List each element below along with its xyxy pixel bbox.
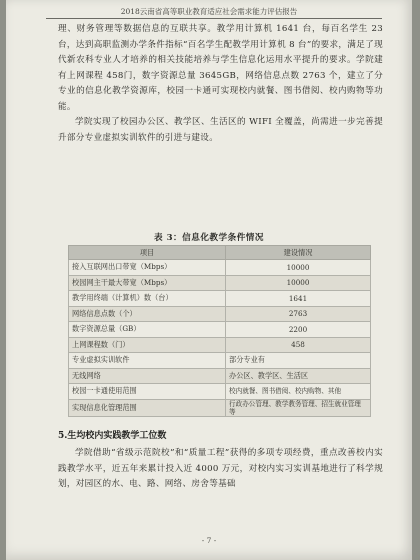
table-row <box>69 353 371 369</box>
table-header-row <box>69 246 371 260</box>
table-cell: 接入互联网出口带宽（Mbps） <box>69 260 226 276</box>
table-cell: 行政办公管理、教学教务管理、招生就业管理等 <box>226 399 371 416</box>
table-cell: 部分专业有 <box>226 353 371 369</box>
table-cell: 网络信息点数（个） <box>69 306 226 322</box>
table-row <box>69 260 371 276</box>
column-header: 项目 <box>69 246 226 260</box>
paragraph: 理、财务管理等数据信息的互联共享。教学用计算机 1641 台，每百名学生 23 台，达到高职监测办学条件指标“百名学生配教学用计算机 8 台”的要求，满足了现代新农科专业人才培养的相关技能培养与学生信息化运用水平提升的要求。学院建有上网课程 458门，数字资源总量 3645GB，网络信息点数 2763 个，建立了分专业的信息化教学资源库，校园一卡通可实现校内就餐、图书借阅、校内购物等功能。 <box>58 24 383 112</box>
table-row <box>69 399 371 416</box>
table-row <box>69 291 371 307</box>
table-caption: 表 3：信息化教学条件情况 <box>153 233 264 243</box>
table-cell: 2200 <box>226 322 371 338</box>
table-cell: 上网课程数（门） <box>69 337 226 353</box>
table-cell: 专业虚拟实训软件 <box>69 353 226 369</box>
table-row <box>69 337 371 353</box>
column-header: 建设情况 <box>226 246 371 260</box>
table-cell: 1641 <box>226 291 371 307</box>
table-cell: 校园一卡通使用范围 <box>69 384 226 400</box>
table-cell: 教学用终端（计算机）数（台） <box>69 291 226 307</box>
page-header: 2018云南省高等职业教育适应社会需求能力评估报告 <box>120 7 298 16</box>
table-row <box>69 322 371 338</box>
table-cell: 10000 <box>226 260 371 276</box>
page-number: - 7 - <box>201 536 217 545</box>
table-cell: 实现信息化管理范围 <box>69 399 226 416</box>
table-cell: 10000 <box>226 275 371 291</box>
table-row <box>69 306 371 322</box>
table-cell: 458 <box>226 337 371 353</box>
table-cell: 校园网主干最大带宽（Mbps） <box>69 275 226 291</box>
paragraph: 学院实现了校园办公区、教学区、生活区的 WIFI 全覆盖，尚需进一步完善提升部分专业虚拟实训软件的引进与建设。 <box>58 117 383 143</box>
table-cell: 办公区、教学区、生活区 <box>226 368 371 384</box>
table-row <box>69 368 371 384</box>
section-heading: 5.生均校内实践教学工位数 <box>58 431 167 441</box>
table-cell: 校内就餐、图书借阅、校内购物、其他 <box>226 384 371 400</box>
body-text-bottom <box>58 446 383 493</box>
body-text-top <box>58 22 383 146</box>
header-rule <box>46 18 382 19</box>
table-cell: 无线网络 <box>69 368 226 384</box>
table-cell: 2763 <box>226 306 371 322</box>
table-cell: 数字资源总量（GB） <box>69 322 226 338</box>
info-teaching-table <box>68 245 371 417</box>
table-row <box>69 275 371 291</box>
paragraph: 学院借助“省级示范院校”和“质量工程”获得的多项专项经费，重点改善校内实践教学水平，近五年来累计投入近 4000 万元，对校内实习实训基地进行了科学规划，对园区的水、电、路、网络、房舍等基础 <box>58 448 383 489</box>
table-row <box>69 384 371 400</box>
document-page <box>6 0 412 560</box>
